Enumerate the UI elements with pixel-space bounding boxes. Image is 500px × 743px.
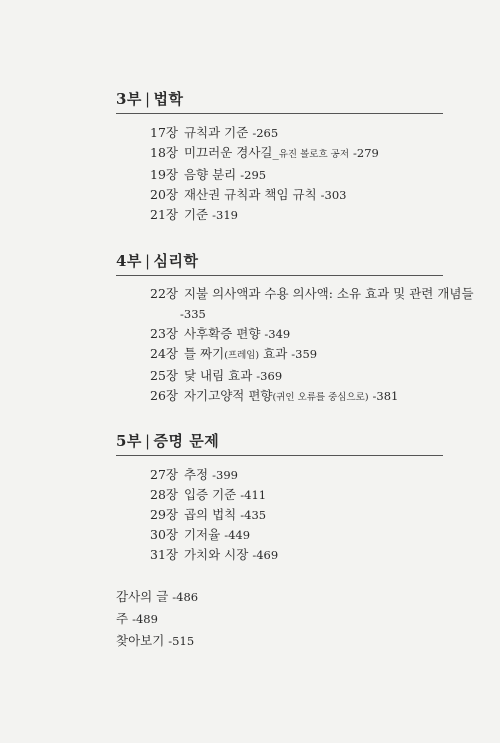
chapter-list bbox=[116, 284, 474, 408]
page-number: -319 bbox=[212, 208, 238, 222]
chapter-23[interactable] bbox=[150, 324, 443, 344]
chapter-number: 26장 bbox=[150, 388, 178, 403]
chapter-title: 지불 의사액과 수용 의사액: 소유 효과 및 관련 개념들 bbox=[183, 286, 474, 301]
back-item-title: 찾아보기 bbox=[116, 633, 165, 648]
chapter-title: 가치와 시장 bbox=[183, 547, 249, 562]
chapter-title: 기저율 bbox=[183, 527, 221, 542]
chapter-19[interactable] bbox=[150, 165, 443, 185]
chapter-title: 자기고양적 편향 bbox=[183, 388, 273, 403]
chapter-title: 닻 내림 효과 bbox=[183, 368, 253, 383]
chapter-list bbox=[116, 123, 443, 225]
chapter-20[interactable] bbox=[150, 185, 443, 205]
back-matter bbox=[116, 586, 198, 652]
chapter-number: 19장 bbox=[150, 167, 178, 182]
page-number: -369 bbox=[256, 369, 283, 383]
chapter-title: 재산권 규칙과 책임 규칙 bbox=[183, 187, 317, 202]
chapter-number: 31장 bbox=[150, 547, 178, 562]
chapter-25[interactable] bbox=[150, 366, 443, 386]
chapter-title: 입증 기준 bbox=[183, 487, 237, 502]
chapter-coauthor: 유진 볼로흐 공저 bbox=[278, 149, 350, 160]
part-separator: | bbox=[144, 252, 151, 270]
page-number: -399 bbox=[212, 468, 238, 482]
chapter-number: 25장 bbox=[150, 368, 178, 383]
chapter-number: 27장 bbox=[150, 467, 178, 482]
chapter-number: 22장 bbox=[150, 286, 178, 301]
part-title: 심리학 bbox=[153, 252, 199, 270]
chapter-title: 틀 짜기 bbox=[183, 346, 225, 361]
page-number: -435 bbox=[240, 508, 267, 522]
chapter-28[interactable] bbox=[150, 485, 443, 505]
chapter-26[interactable] bbox=[150, 386, 443, 408]
page-number: -411 bbox=[240, 488, 267, 502]
back-item-title: 주 bbox=[116, 611, 129, 626]
part-title: 법학 bbox=[153, 90, 184, 108]
part-4-section bbox=[116, 250, 474, 408]
chapter-30[interactable] bbox=[150, 525, 443, 545]
part-separator: | bbox=[144, 90, 151, 108]
part-separator: | bbox=[144, 432, 151, 450]
part-heading bbox=[116, 88, 443, 114]
chapter-number: 21장 bbox=[150, 207, 178, 222]
part-label: 5부 bbox=[116, 432, 142, 450]
part-heading bbox=[116, 250, 443, 276]
chapter-27[interactable] bbox=[150, 465, 443, 485]
chapter-list bbox=[116, 465, 443, 565]
part-5-section bbox=[116, 430, 443, 565]
chapter-title: 기준 bbox=[183, 207, 209, 222]
chapter-subtitle: (프레임) bbox=[224, 350, 260, 361]
page-number: -489 bbox=[132, 612, 158, 626]
chapter-title: 음향 분리 bbox=[183, 167, 237, 182]
part-label: 4부 bbox=[116, 252, 142, 270]
chapter-title: 규칙과 기준 bbox=[183, 125, 249, 140]
back-item-acknowledgments[interactable] bbox=[116, 586, 198, 608]
page-number: -303 bbox=[320, 188, 347, 202]
back-item-index[interactable] bbox=[116, 630, 198, 652]
chapter-18[interactable] bbox=[150, 143, 443, 165]
part-3-section bbox=[116, 88, 443, 225]
back-item-title: 감사의 글 bbox=[116, 589, 169, 604]
chapter-29[interactable] bbox=[150, 505, 443, 525]
chapter-title: 미끄러운 경사길_ bbox=[183, 145, 279, 160]
chapter-number: 18장 bbox=[150, 145, 178, 160]
chapter-number: 17장 bbox=[150, 125, 178, 140]
part-label: 3부 bbox=[116, 90, 142, 108]
page-number: -449 bbox=[224, 528, 251, 542]
page-number: -295 bbox=[240, 168, 267, 182]
page-number: -265 bbox=[252, 126, 279, 140]
chapter-title: 사후확증 편향 bbox=[183, 326, 261, 341]
page-number: -335 bbox=[180, 307, 206, 321]
page-number: -381 bbox=[372, 389, 399, 403]
back-item-notes[interactable] bbox=[116, 608, 198, 630]
chapter-number: 30장 bbox=[150, 527, 178, 542]
page-number: -515 bbox=[168, 634, 195, 648]
page-number: -359 bbox=[291, 347, 318, 361]
page-number: -469 bbox=[252, 548, 279, 562]
chapter-title: 곱의 법칙 bbox=[183, 507, 237, 522]
chapter-number: 28장 bbox=[150, 487, 178, 502]
chapter-title: 추정 bbox=[183, 467, 209, 482]
page-number: -279 bbox=[353, 146, 379, 160]
chapter-22[interactable] bbox=[150, 284, 474, 324]
chapter-31[interactable] bbox=[150, 545, 443, 565]
chapter-title-suffix: 효과 bbox=[259, 346, 288, 361]
chapter-number: 23장 bbox=[150, 326, 178, 341]
chapter-number: 20장 bbox=[150, 187, 178, 202]
page-number: -349 bbox=[264, 327, 291, 341]
part-title: 증명 문제 bbox=[153, 432, 220, 450]
chapter-17[interactable] bbox=[150, 123, 443, 143]
chapter-21[interactable] bbox=[150, 205, 443, 225]
chapter-24[interactable] bbox=[150, 344, 443, 366]
chapter-number: 24장 bbox=[150, 346, 178, 361]
page-number: -486 bbox=[172, 590, 199, 604]
chapter-subtitle: (귀인 오류를 중심으로) bbox=[272, 392, 369, 403]
part-heading bbox=[116, 430, 443, 456]
chapter-number: 29장 bbox=[150, 507, 178, 522]
